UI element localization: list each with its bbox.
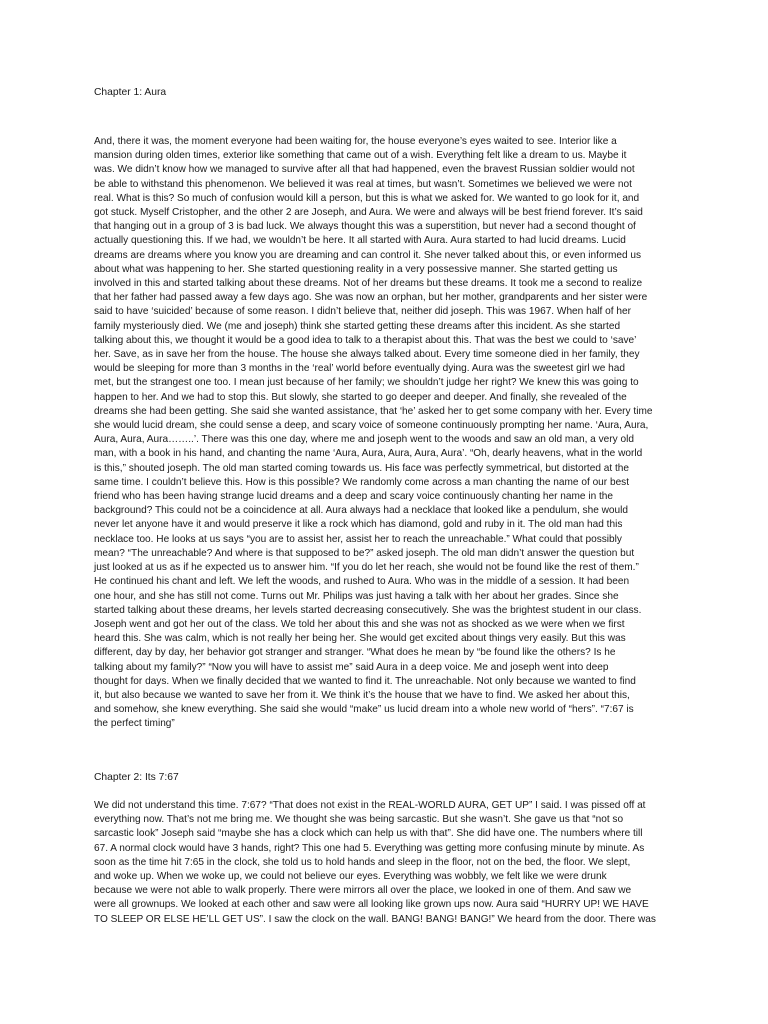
- text-line: met, but the strangest one too. I mean just because of her family; we shouldn’t judge her right? We knew this was going to: [94, 377, 639, 389]
- text-line: were all grownups. We looked at each other and saw were all looking like grown ups now. Aura said “HURRY UP! WE HAVE: [94, 899, 649, 911]
- text-line: was. We didn’t know how we managed to survive after all that had happened, even the bravest Russian soldier would not: [94, 164, 635, 176]
- text-line: friend who has been having strange lucid dreams and a deep and scary voice continuously chanting her name in the: [94, 491, 614, 503]
- text-line: real. What is this? So much of confusion would kill a person, but this is what we asked for. We wanted to go look for it, and: [94, 192, 640, 204]
- text-line: would be sleeping for more than 3 months in the ‘real’ world before eventually dying. Aura was the sweetest girl we had: [94, 363, 625, 375]
- text-line: necklace too. He looks at us says “you are to assist her, assist her to reach the unreachable.” What could that possibly: [94, 533, 622, 545]
- text-line: different, day by day, her behavior got stranger and stranger. “What does he mean by “be found like the others? Is he: [94, 647, 616, 659]
- chapter-1-title: Chapter 1: Aura: [94, 87, 167, 98]
- text-line: got stuck. Myself Cristopher, and the other 2 are Joseph, and Aura. We were and always will be best friend forever. It’s said: [94, 207, 643, 219]
- text-line: happen to her. And we had to stop this. But slowly, she started to go deeper and deeper. And finally, she revealed of the: [94, 391, 627, 403]
- text-line: and woke up. When we woke up, we could not believe our eyes. Everything was wobbly, we felt like we were drunk: [94, 871, 607, 883]
- text-line: everything now. That’s not me bring me. We thought she was being sarcastic. But she wasn’t. She gave us that “not so: [94, 814, 624, 826]
- text-line: TO SLEEP OR ELSE HE’LL GET US”. I saw the clock on the wall. BANG! BANG! BANG!” We heard from the door. There was: [94, 913, 656, 925]
- text-line: about what was happening to her. She started questioning reality in a very possessive manner. She started getting us: [94, 263, 618, 275]
- text-line: one hour, and she has still not come. Turns out Mr. Philips was just having a talk with her about her grades. Since she: [94, 590, 619, 602]
- text-line: talking about this, we thought it would be a good idea to talk to a therapist about this. That was the best we could to ‘save’: [94, 334, 637, 346]
- text-line: said to have ‘suicided’ because of some reason. I didn’t believe that, neither did joseph. This was 1967. When half of her: [94, 306, 631, 318]
- text-line: she would lucid dream, she could sense a deep, and scary voice of someone continuously prompting her name. ‘Aura, Aura,: [94, 420, 649, 432]
- text-line: family mysteriously died. We (me and joseph) think she started getting these dreams after this incident. As she started: [94, 320, 621, 332]
- text-line: actually questioning this. If we had, we wouldn’t be here. It all started with Aura. Aura started to had lucid dreams. Lucid: [94, 235, 626, 247]
- text-line: it, but also because we wanted to save her from it. We think it’s the house that we have to find. We asked her about this,: [94, 689, 630, 701]
- text-line: heard this. She was calm, which is not really her being her. She would get excited about things very easily. But this was: [94, 633, 626, 645]
- text-line: started talking about these dreams, her levels started decreasing consecutively. She was the brightest student in our class.: [94, 604, 642, 616]
- text-line: talking about my family?” “Now you will have to assist me” said Aura in a deep voice. Me and joseph went into deep: [94, 661, 609, 673]
- text-line: never let anyone have it and would preserve it like a rock which has diamond, gold and ruby in it. The old man had this: [94, 519, 623, 531]
- text-line: mean? “The unreachable? And where is that supposed to be?” asked joseph. The old man didn’t answer the question but: [94, 547, 635, 559]
- chapter-2-paragraph: [94, 799, 684, 927]
- text-line: He continued his chant and left. We left the woods, and rushed to Aura. Who was in the middle of a session. It had been: [94, 576, 630, 588]
- text-line: the perfect timing”: [94, 718, 175, 730]
- text-line: thought for days. When we finally decided that we wanted to find it. The unreachable. Not only because we wanted to find: [94, 675, 636, 687]
- chapter-2-title: Chapter 2: Its 7:67: [94, 772, 179, 783]
- text-line: her. Save, as in save her from the house. The house she always talked about. Every time someone died in her family, they: [94, 349, 640, 361]
- text-line: dreams she had been getting. She said she wanted assistance, that ‘he’ asked her to get some company with her. Every time: [94, 405, 653, 417]
- text-line: 67. A normal clock would have 3 hands, right? This one had 5. Everything was getting more confusing minute by minute. As: [94, 842, 645, 854]
- text-line: because we were not able to walk properly. There were mirrors all over the place, we looked in one of them. And saw we: [94, 885, 632, 897]
- text-line: We did not understand this time. 7:67? “That does not exist in the REAL-WORLD AURA, GET UP” I said. I was pissed off at: [94, 800, 646, 811]
- text-line: involved in this and started talking about these dreams. Not of her dreams but these dreams. It took me a second to realize: [94, 278, 643, 290]
- text-line: sarcastic look” Joseph said “maybe she has a clock which can help us with that”. She did have one. The numbers where till: [94, 828, 643, 840]
- text-line: is this,” shouted joseph. The old man started coming towards us. His face was perfectly symmetrical, but distorted at the: [94, 462, 630, 474]
- text-line: soon as the time hit 7:65 in the clock, she told us to hold hands and sleep in the floor, not on the bed, the floor. We slept,: [94, 856, 631, 868]
- text-line: same time. I couldn’t believe this. How is this possible? We randomly come across a man chanting the name of our best: [94, 476, 630, 488]
- text-line: background? This could not be a coincidence at all. Aura always had a necklace that looked like a pendulum, she would: [94, 505, 629, 517]
- text-line: Joseph went and got her out of the class. We told her about this and she was not as shocked as we were when we first: [94, 618, 625, 630]
- text-line: man, with a book in his hand, and chanting the name ‘Aura, Aura, Aura, Aura, Aura’. “Oh, dearly heavens, what in the world: [94, 448, 643, 460]
- text-line: dreams are dreams where you know you are dreaming and can control it. She never talked about this, or even informed us: [94, 249, 642, 261]
- chapter-1-paragraph: [94, 135, 684, 732]
- text-line: that her father had passed away a few days ago. She was now an orphan, but her mother, grandparents and her sister were: [94, 292, 648, 304]
- text-line: be able to withstand this phenomenon. We believed it was real at times, but wasn’t. Sometimes we believed we were not: [94, 178, 632, 190]
- text-line: just looked at us as if he expected us to answer him. “If you do let her reach, she would not be found like the rest of them.”: [94, 562, 639, 574]
- text-line: mansion during olden times, exterior like something that came out of a wish. Everything felt like a dream to us. Maybe it: [94, 150, 627, 162]
- text-line: and somehow, she knew everything. She said she would “make” us lucid dream into a whole new world of “hers”. “7:67 is: [94, 704, 634, 716]
- text-line: that hanging out in a group of 3 is bad luck. We always thought this was a superstition, but never had a second thought of: [94, 221, 636, 233]
- text-line: Aura, Aura, Aura……..’. There was this one day, where me and joseph went to the woods and saw an old man, a very old: [94, 434, 634, 446]
- text-line: And, there it was, the moment everyone had been waiting for, the house everyone’s eyes waited to see. Interior like a: [94, 136, 617, 147]
